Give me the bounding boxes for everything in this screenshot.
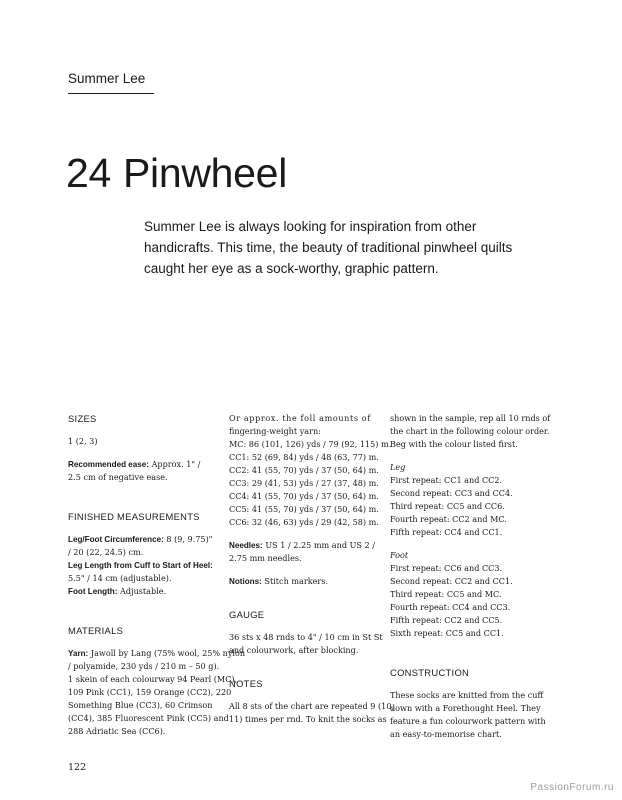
construction-line: down with a Forethought Heel. They [390,703,541,713]
construction-line: an easy-to-memorise chart. [390,729,502,739]
author-name: Summer Lee [68,71,146,86]
foot-repeat: Fourth repeat: CC4 and CC3. [390,602,511,612]
foot-repeat: Fifth repeat: CC2 and CC5. [390,615,503,625]
foot-repeat: Second repeat: CC2 and CC1. [390,576,513,586]
yarn-amount: CC3: 29 (41, 53) yds / 27 (37, 48) m. [229,478,379,488]
yarn-line: 288 Adriatic Sea (CC6). [68,726,166,736]
yarn-amount: CC1: 52 (69, 84) yds / 48 (63, 77) m. [229,452,379,462]
column-right [390,412,551,741]
approx-line: fingering-weight yarn: [229,426,321,436]
circumference-label: Leg/Foot Circumference: [68,535,164,544]
notions-label: Notions: [229,577,262,586]
intro-paragraph [144,216,564,279]
notes-line: the chart in the following colour order. [390,426,550,436]
foot-repeat: First repeat: CC6 and CC3. [390,563,503,573]
ease-label: Recommended ease: [68,460,149,469]
notes-line: 11) times per rnd. To knit the socks as [229,714,387,724]
yarn-line: Something Blue (CC3), 60 Crimson [68,700,213,710]
intro-line: caught her eye as a sock-worthy, graphic pattern. [144,261,439,276]
notes-line: shown in the sample, rep all 10 rnds of [390,413,551,423]
intro-line: handicrafts. This time, the beauty of traditional pinwheel quilts [144,240,513,255]
yarn-amount: CC6: 32 (46, 63) yds / 29 (42, 58) m. [229,517,379,527]
construction-line: These socks are knitted from the cuff [390,690,544,700]
foot-length-label: Foot Length: [68,587,118,596]
column-middle [229,412,395,726]
leg-subheading: Leg [390,462,406,472]
leg-repeat: Fourth repeat: CC2 and MC. [390,514,507,524]
yarn-amount: CC4: 41 (55, 70) yds / 37 (50, 64) m. [229,491,379,501]
page-number: 122 [68,762,87,773]
notes-line: Beg with the colour listed first. [390,439,518,449]
author-underline [68,93,154,94]
ease-line: 2.5 cm of negative ease. [68,472,168,482]
leg-repeat: First repeat: CC1 and CC2. [390,475,503,485]
yarn-line: 1 skein of each colourway 94 Pearl (MC), [68,674,238,684]
intro-line: Summer Lee is always looking for inspiration from other [144,219,477,234]
leg-length-label: Leg Length from Cuff to Start of Heel: [68,561,213,570]
yarn-amount: CC5: 41 (55, 70) yds / 37 (50, 64) m. [229,504,379,514]
pattern-name: Pinwheel [123,150,287,196]
circumference: Leg/Foot Circumference: 8 (9, 9.75)" [68,534,213,544]
needles-line: 2.75 mm needles. [229,553,302,563]
recommended-ease: Recommended ease: Approx. 1" / [68,459,201,469]
pattern-number: 24 [66,150,112,196]
notes-heading: NOTES [229,678,263,689]
notes-line: All 8 sts of the chart are repeated 9 (10, [229,701,395,711]
yarn-line: 109 Pink (CC1), 159 Orange (CC2), 220 [68,687,232,697]
yarn-line: (CC4), 385 Fluorescent Pink (CC5) and [68,713,229,723]
sizes-value: 1 (2, 3) [68,436,98,446]
circumference-line: / 20 (22, 24.5) cm. [68,547,144,557]
yarn-label: Yarn: [68,649,89,658]
finished-measurements-heading: FINISHED MEASUREMENTS [68,511,200,522]
yarn-amount: MC: 86 (101, 126) yds / 79 (92, 115) m. [229,439,392,449]
foot-repeat: Third repeat: CC5 and MC. [390,589,502,599]
foot-length: Foot Length: Adjustable. [68,586,167,596]
materials-heading: MATERIALS [68,625,124,636]
needles-label: Needles: [229,541,263,550]
construction-heading: CONSTRUCTION [390,667,470,678]
gauge-heading: GAUGE [229,609,265,620]
yarn-line: / polyamide, 230 yds / 210 m – 50 g). [68,661,220,671]
sizes-heading: SIZES [68,413,97,424]
leg-repeat: Second repeat: CC3 and CC4. [390,488,513,498]
leg-length-value: 5.5" / 14 cm (adjustable). [68,573,172,583]
pattern-title [66,150,287,197]
foot-repeat: Sixth repeat: CC5 and CC1. [390,628,504,638]
approx-line: Or approx. the foll amounts of [229,413,371,423]
leg-repeat: Third repeat: CC5 and CC6. [390,501,505,511]
notions: Notions: Stitch markers. [229,576,329,586]
yarn-amount: CC2: 41 (55, 70) yds / 37 (50, 64) m. [229,465,379,475]
watermark: PassionForum.ru [530,782,614,793]
gauge-line: and colourwork, after blocking. [229,645,359,655]
construction-line: feature a fun colourwork pattern with [390,716,546,726]
needles: Needles: US 1 / 2.25 mm and US 2 / [229,540,375,550]
foot-subheading: Foot [390,550,409,560]
yarn-line: Yarn: Jawoll by Lang (75% wool, 25% nylon [68,648,246,658]
gauge-line: 36 sts x 48 rnds to 4" / 10 cm in St St [229,632,383,642]
leg-repeat: Fifth repeat: CC4 and CC1. [390,527,503,537]
